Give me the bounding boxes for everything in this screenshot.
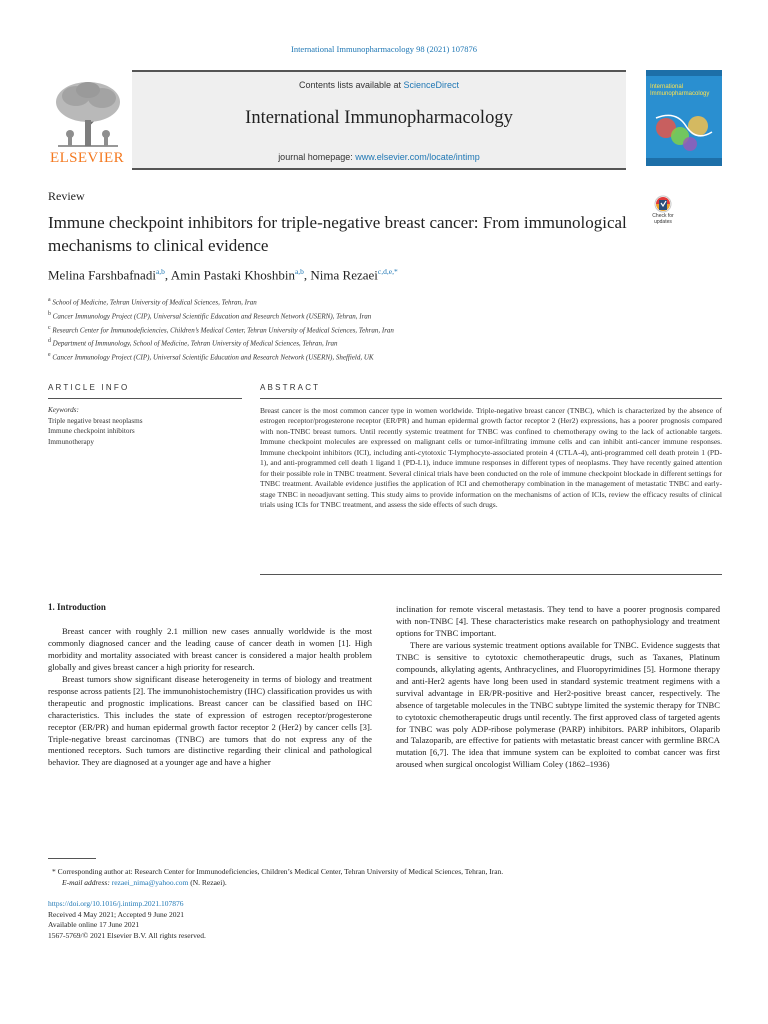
email-suffix: (N. Rezaei). xyxy=(188,878,227,887)
body-paragraph: Breast cancer with roughly 2.1 million new cases annually worldwide is the most commonly diagnosed cancer and the leading cause of cancer death in women [1]. High morbidity and mortality associated with breast cancer is considered a major health problem globally and gives breast cancer a high priority for research. xyxy=(48,625,372,672)
keyword: Triple negative breast neoplasms xyxy=(48,416,143,425)
affiliation-key: a xyxy=(48,297,51,303)
email-line xyxy=(52,877,712,888)
affiliation-item xyxy=(48,350,728,364)
keywords-label: Keywords: xyxy=(48,406,79,414)
affiliation-key: d xyxy=(48,338,51,345)
affiliations xyxy=(48,295,728,364)
cover-molecule-art-icon xyxy=(646,70,722,166)
divider xyxy=(260,574,722,575)
publisher-name: ELSEVIER xyxy=(50,150,125,166)
divider xyxy=(260,398,722,399)
affiliation-key: c xyxy=(48,324,51,331)
doi-link[interactable]: https://doi.org/10.1016/j.intimp.2021.107876 xyxy=(48,899,184,908)
homepage-line xyxy=(132,152,626,162)
affiliation-text: School of Medicine, Tehran University of Medical Sciences, Tehran, Iran xyxy=(52,298,257,307)
article-info-heading: ARTICLE INFO xyxy=(48,383,130,392)
abstract-heading: ABSTRACT xyxy=(260,383,321,392)
keywords-block xyxy=(48,405,242,447)
body-paragraph: Breast tumors show significant disease heterogeneity in terms of biology and treatment response across patients [2]. The immunohistochemistry (IHC) classification provides us with therapeutic and prognostic implications. Breast cancer can be classified based on IHC characteristics. This includes the state of expression of estrogen receptor/progesterone receptor (ER/PR) and human epidermal growth factor receptor 2 (Her2) by cancer cells [3]. Triple-negative breast carcinomas (TNBC) are tumors that do not express any of the mentioned receptors. Such tumors are distinctive regarding their clinical and pathological behavior. They are diagnosed at a younger age and have a higher xyxy=(48,673,372,768)
affiliation-item xyxy=(48,336,728,350)
body-column-right xyxy=(396,604,720,771)
author-affiliation-marker[interactable]: c,d,e,* xyxy=(377,267,398,276)
affiliation-item xyxy=(48,323,728,337)
journal-header xyxy=(48,70,722,166)
journal-cover-image xyxy=(646,70,722,166)
corresponding-author-footnote xyxy=(52,866,712,888)
contents-line xyxy=(132,80,626,90)
author-name[interactable]: Melina Farshbafnadi xyxy=(48,267,156,283)
contents-prefix: Contents lists available at xyxy=(298,80,404,90)
author-name[interactable]: Amin Pastaki Khoshbin xyxy=(170,267,295,283)
copyright: 1567-5769/© 2021 Elsevier B.V. All rights reserved. xyxy=(48,930,206,940)
body-column-left xyxy=(48,602,372,769)
abstract-text: Breast cancer is the most common cancer type in women worldwide. Triple-negative breast cancer (TNBC), which is characterized by the absence of estrogen receptor/progesterone receptor (ER/PR) and human epidermal growth factor receptor 2 (Her2) expressions, has a poorer prognosis compared with non-TNBC breast tumors. Until recently systemic treatment for TNBC was confined to chemotherapy owing to the lack of actionable targets. Immune checkpoint molecules are expressed on malignant cells or tumor-infiltrating immune cells and can inhibit anti-cancer immune responses. Immune checkpoint inhibitors (ICI), including anti-cytotoxic T-lymphocyte-associated protein 4 (CTLA-4), anti-programmed cell death protein 1 (PD-1), and anti-programmed cell death 1 ligand 1 (PD-L1), induce immune responses in different types of neoplasms. They have recently gained attention for their possible role in TNBC treatment. Several clinical trials have been conducted on the role of immune checkpoint blockade in different settings for TNBC treatment. Available evidence justifies the application of ICI and chemotherapy combination in the management of metastatic TNBC and early-stage TNBC in neoadjuvant setting. This study aims to provide information on the mechanisms of action of ICIs, review the efficacy results of clinical trials using ICIs for TNBC treatment, and assess the side effects of such drugs. xyxy=(260,406,722,510)
paragraph-group xyxy=(396,604,720,771)
journal-banner xyxy=(132,70,626,170)
divider xyxy=(48,398,242,399)
affiliation-text: Cancer Immunology Project (CIP), Universal Scientific Education and Research Network (USERN), Tehran, Iran xyxy=(52,312,372,321)
author-name[interactable]: Nima Rezaei xyxy=(310,267,378,283)
author-affiliation-marker[interactable]: a,b xyxy=(155,267,165,276)
email-label: E-mail address: xyxy=(62,878,110,887)
check-for-updates-label[interactable]: Check for updates xyxy=(652,213,674,225)
affiliation-key: b xyxy=(48,310,51,317)
article-title: Immune checkpoint inhibitors for triple-negative breast cancer: From immunological mechanisms to clinical evidence xyxy=(48,213,627,255)
section-heading-introduction: 1. Introduction xyxy=(48,602,106,612)
affiliation-text: Department of Immunology, School of Medicine, Tehran University of Medical Sciences, Tehran, Iran xyxy=(52,339,338,348)
publication-info xyxy=(48,899,448,941)
author-affiliation-marker[interactable]: a,b xyxy=(294,267,304,276)
journal-homepage-link[interactable]: www.elsevier.com/locate/intimp xyxy=(355,152,480,162)
body-paragraph: inclination for remote visceral metastasis. They tend to have a poorer prognosis compared with non-TNBC [4]. These characteristics make research on pathophysiology and treatment options for TNBC important. xyxy=(396,604,720,638)
affiliation-key: e xyxy=(48,352,51,359)
email-link[interactable]: rezaei_nima@yahoo.com xyxy=(111,878,189,887)
affiliation-text: Cancer Immunology Project (CIP), Universal Scientific Education and Research Network (USERN), Sheffield, UK xyxy=(52,353,374,362)
affiliation-item xyxy=(48,295,728,309)
article-type: Review xyxy=(48,189,85,203)
keyword: Immunotherapy xyxy=(48,437,94,446)
author-list: Melina Farshbafnadi$^{a,b}$, Amin Pastaki Khoshbin$^{a,b}$, Nima Rezaei$^{c,d,e,*}$ xyxy=(48,267,398,283)
homepage-prefix: journal homepage: xyxy=(278,152,356,162)
received-dates: Received 4 May 2021; Accepted 9 June 2021 xyxy=(48,909,185,919)
journal-citation[interactable]: International Immunopharmacology 98 (2021) 107876 xyxy=(290,44,477,54)
affiliation-item xyxy=(48,309,728,323)
corresponding-author-text: * Corresponding author at: Research Center for Immunodeficiencies, Children’s Medical Center, Tehran University of Medical Sciences, Tehran, Iran. xyxy=(52,867,504,876)
sciencedirect-link[interactable]: ScienceDirect xyxy=(403,80,460,90)
keyword: Immune checkpoint inhibitors xyxy=(48,427,135,435)
footnote-divider xyxy=(48,858,96,859)
online-date: Available online 17 June 2021 xyxy=(48,920,140,929)
cover-title: International Immunopharmacology xyxy=(650,84,710,97)
journal-title: International Immunopharmacology xyxy=(245,108,513,128)
affiliation-text: Research Center for Immunodeficiencies, Children’s Medical Center, Tehran University of Medical Sciences, Tehran, Iran xyxy=(52,325,394,334)
body-paragraph: There are various systemic treatment options available for TNBC. Evidence suggests that TNBC is sensitive to cytotoxic chemotherapeutic drugs, such as Taxanes, Platinum compounds, alkylating agents, Anthracyclines, and Fluoropyrimidines [5]. Hormone therapy and anti-Her2 agents have long been used in standard systemic treatment regimens with a survival advantage in ER/PR-positive and Her2-positive breast cancer, respectively. The absence of targetable molecules in the TNBC subtype limited the systemic therapy for TNBC to cytotoxic chemotherapeutic drugs until recently. The first approved class of targeted agents for TNBC was poly ADP-ribose polymerase (PARP) inhibitors. PARP inhibitors, Olaparib and Talazoparib, are effective for patients with metastatic breast cancer with germline BRCA mutation [6,7]. The idea that immune system can be exploited to combat cancer was first aroused when surgical oncologist William Coley (1862–1936) xyxy=(396,639,720,770)
paragraph-group xyxy=(48,626,372,769)
